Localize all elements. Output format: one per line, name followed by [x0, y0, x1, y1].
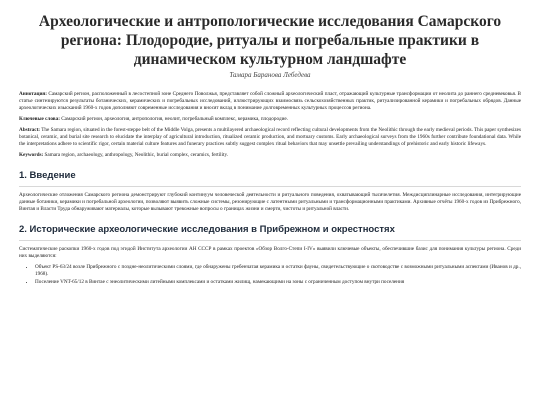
- keywords-en-label: Keywords:: [19, 152, 44, 158]
- abstract-en: [19, 127, 521, 148]
- abstract-ru: [19, 91, 521, 112]
- section-2-heading: 2. Исторические археологические исследования в Прибрежном и окрестностях: [19, 224, 395, 235]
- keywords-en-text: Samara region, archaeology, anthropology, Neolithic, burial complex, ceramics, fertility.: [44, 152, 229, 158]
- abstract-en-label: Abstract:: [19, 127, 41, 133]
- keywords-ru: [19, 116, 521, 123]
- section-2-text: Систематические раскопки 1960-х годов под эгидой Института археологии АН СССР в рамках проектов «Обзор Волго-Степи I-IV» выявили ключевые объекты, обеспечившие базис для понимания культуры региона. Среди них выделяются:: [19, 246, 521, 259]
- abstract-ru-text: Самарский регион, расположенный в лесостепной зоне Среднего Поволжья, представляет собой сложный археологический пласт, отражающий культурные трансформации от неолита до раннего средневековья. В статье синтезируются результаты ботанических, керамических и погребальных исследований, иллюстрирующих взаимосвязь сельскохозяйственных практик, ритуализированной керамики и погребальных обрядов. Данные археологических изысканий 1960-х годов дополняют современные исследования и вносят вклад в понимание долговременных культурных процессов региона.: [19, 91, 521, 111]
- section-2-list: [19, 264, 521, 286]
- section-2-heading-wrap: [19, 224, 521, 241]
- section-1-heading: 1. Введение: [19, 170, 76, 181]
- keywords-en: [19, 152, 521, 159]
- section-1-heading-wrap: [19, 170, 521, 187]
- paper-title: Археологические и антропологические исследования Самарского региона: Плодородие, ритуалы и погребальные практики в динамическом культурном ландшафте: [38, 13, 502, 68]
- keywords-ru-label: Ключевые слова:: [19, 116, 60, 122]
- keywords-ru-text: Самарский регион, археология, антропология, неолит, погребальный комплекс, керамика, плодородие.: [61, 116, 288, 122]
- section-1-text: Археологические отложения Самарского региона демонстрируют глубокий континуум человеческой деятельности и ритуального поведения, охватывающий тысячелетия. Междисциплинарные исследования, интегрирующие данные ботаники, керамики и погребальной археологии, позволяют выявить сложные системы, резонирующие с латентными ритуальными и трансформационными практиками. Архивные отчёты 1960-х годов из Прибрежного, Винтая и Власти Труда обнаруживают материалы, которые вызывают тревожные вопросы о границах жизни и смерти, чистоты и ритуальной власти.: [19, 192, 521, 212]
- abstract-ru-label: Аннотация:: [19, 91, 47, 97]
- abstract-en-text: The Samara region, situated in the forest-steppe belt of the Middle Volga, presents a multilayered archaeological record reflecting cultural developments from the Neolithic through the early medieval periods. This paper synthesizes botanical, ceramic, and burial site research to elucidate the interplay of agricultural introduction, ritualized ceramic production, and mortuary customs. Early archaeological surveys from the 1960s further contribute foundational data. While the interpretations adhere to scientific rigor, certain material culture features and funerary practices subtly suggest complex ritual behaviors that may unsettle prevailing understandings of prehistoric and early historic lifeways.: [19, 127, 522, 147]
- paper-authors: Тамара Баранова Лебедева: [229, 71, 311, 79]
- list-item: • Поселение VNT-65/12 в Винтае с энеолитическими литейными комплексами и остатками жилищ, намекающими на зоны с ограниченным доступом внутри поселения: [35, 279, 521, 286]
- list-item: • Объект PS-63/24 возле Прибрежного с поздне-неолитическими слоями, где обнаружены гребенчатая керамика и остатки фауны, свидетельствующие о скотоводстве с возможными ритуальными аспектами (Иванов и др., 1968).: [35, 264, 521, 278]
